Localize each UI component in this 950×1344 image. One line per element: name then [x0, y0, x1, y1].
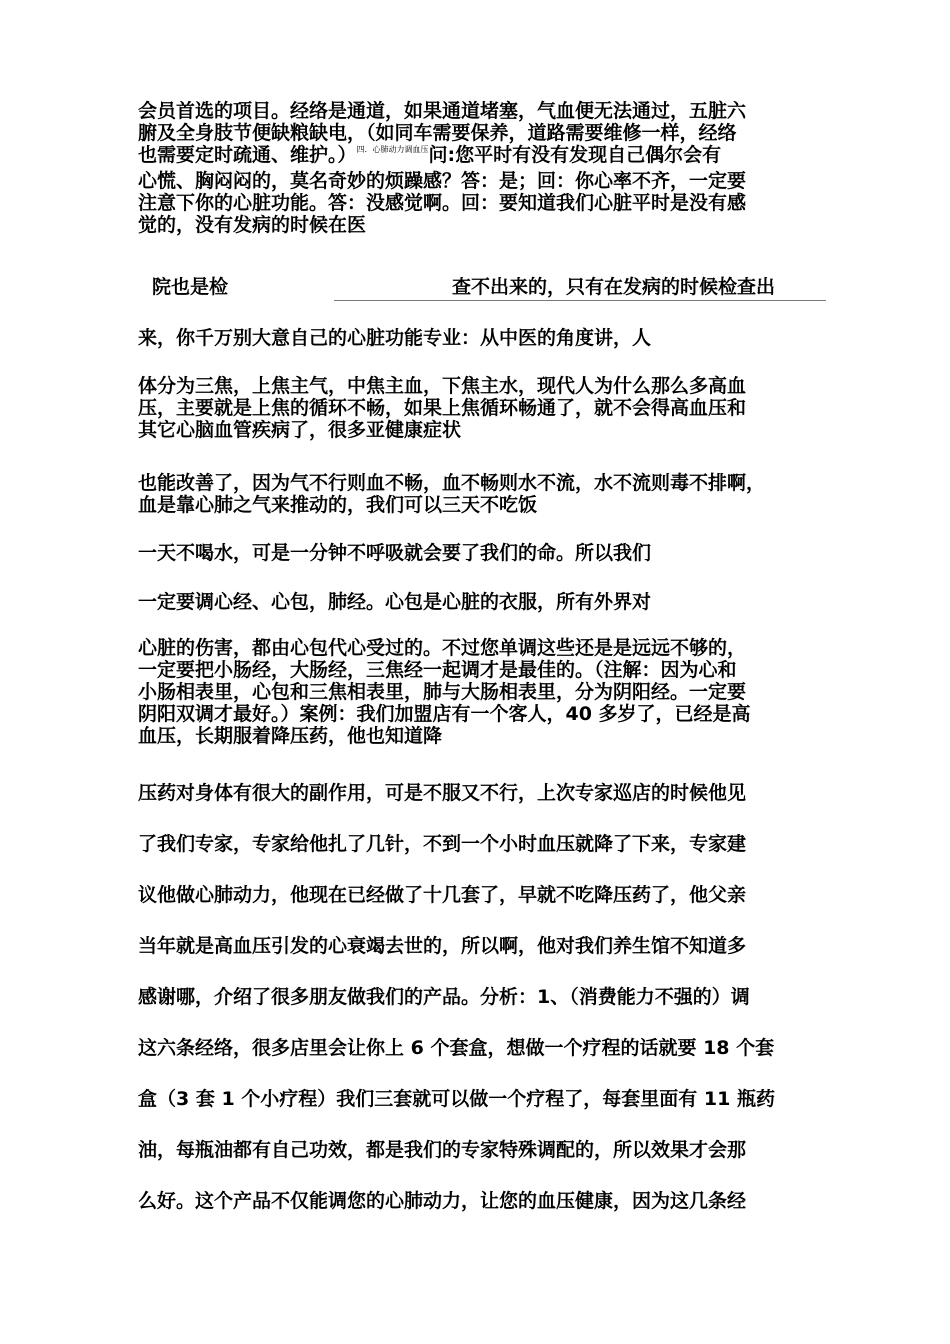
paragraph-4: [138, 472, 838, 516]
paragraph-5: [138, 542, 838, 564]
text-line: 议他做心肺动力，他现在已经做了十几套了，早就不吃降压药了，他父亲: [138, 884, 747, 906]
text-line: 体分为三焦，上焦主气，中焦主血，下焦主水，现代人为什么那么多高血: [138, 375, 747, 397]
text-line: 小肠相表里，心包和三焦相表里，肺与大肠相表里，分为阴阳经。一定要: [138, 681, 747, 703]
text-line: 会员首选的项目。经络是通道，如果通道堵塞，气血便无法通过，五脏六: [138, 100, 747, 122]
text-line: 心慌、胸闷闷的，莫名奇妙的烦躁感？答：是；回：你心率不齐，一定要: [138, 170, 747, 192]
text-line: 血是靠心肺之气来推动的，我们可以三天不吃饭: [138, 494, 538, 516]
paragraph-2: [138, 327, 838, 349]
text-line: 感谢哪，介绍了很多朋友做我们的产品。分析：1、（消费能力不强的）调: [138, 986, 750, 1008]
text-line: 血压，长期服着降压药，他也知道降: [138, 725, 443, 747]
text-line: 也能改善了，因为气不行则血不畅，血不畅则水不流，水不流则毒不排啊，: [138, 472, 766, 494]
text-line: 其它心脑血管疾病了，很多亚健康症状: [138, 419, 462, 441]
text-line: 一定要调心经、心包，肺经。心包是心脏的衣服，所有外界对: [138, 591, 652, 613]
text-line: 一定要把小肠经，大肠经，三焦经一起调才是最佳的。（注解：因为心和: [138, 659, 737, 681]
text-line: 注意下你的心脏功能。答：没感觉啊。回：要知道我们心脏平时是没有感: [138, 192, 747, 214]
text-line: 来，你千万别大意自己的心脏功能专业：从中医的角度讲，人: [138, 327, 652, 349]
text-line: 了我们专家，专家给他扎了几针，不到一个小时血压就降了下来，专家建: [138, 833, 747, 855]
text-line: 压药对身体有很大的副作用，可是不服又不行，上次专家巡店的时候他见: [138, 782, 747, 804]
text-line: 觉的，没有发病的时候在医: [138, 214, 367, 236]
text-line: 阴阳双调才最好。）案例：我们加盟店有一个客人，40 多岁了，已经是高: [138, 703, 751, 725]
text-line: 一天不喝水，可是一分钟不呼吸就会要了我们的命。所以我们: [138, 542, 652, 564]
section-heading-small: 四．心肺动力调血压: [356, 145, 429, 154]
paragraph-3: [138, 375, 838, 441]
text-segment: 问:您平时有没有发现自己偶尔会有: [428, 144, 722, 166]
paragraph-8: [138, 768, 838, 1227]
split-line-left: 院也是检: [152, 276, 229, 298]
text-line: 这六条经络，很多店里会让你上 6 个套盒，想做一个疗程的话就要 18 个套: [138, 1037, 775, 1059]
text-line: 心脏的伤害，都由心包代心受过的。不过您单调这些还是是远远不够的，: [138, 637, 747, 659]
underline-rule: [334, 300, 826, 301]
text-line: 油，每瓶油都有自己功效，都是我们的专家特殊调配的，所以效果才会那: [138, 1139, 747, 1161]
text-line: 么好。这个产品不仅能调您的心肺动力，让您的血压健康，因为这几条经: [138, 1190, 747, 1212]
text-line: 当年就是高血压引发的心衰竭去世的，所以啊，他对我们养生馆不知道多: [138, 935, 747, 957]
paragraph-6: [138, 591, 838, 613]
text-line: [138, 144, 838, 170]
paragraph-7: [138, 637, 838, 747]
text-line: 压，主要就是上焦的循环不畅，如果上焦循环畅通了，就不会得高血压和: [138, 397, 747, 419]
text-segment: 也需要定时疏通、维护。）: [138, 144, 357, 166]
split-line-right: 查不出来的，只有在发病的时候检查出: [452, 276, 776, 298]
paragraph-intro: [138, 100, 838, 236]
text-line: 盒（3 套 1 个小疗程）我们三套就可以做一个疗程了，每套里面有 11 瓶药: [138, 1088, 775, 1110]
text-line: 腑及全身肢节便缺粮缺电，（如同车需要保养，道路需要维修一样，经络: [138, 122, 737, 144]
